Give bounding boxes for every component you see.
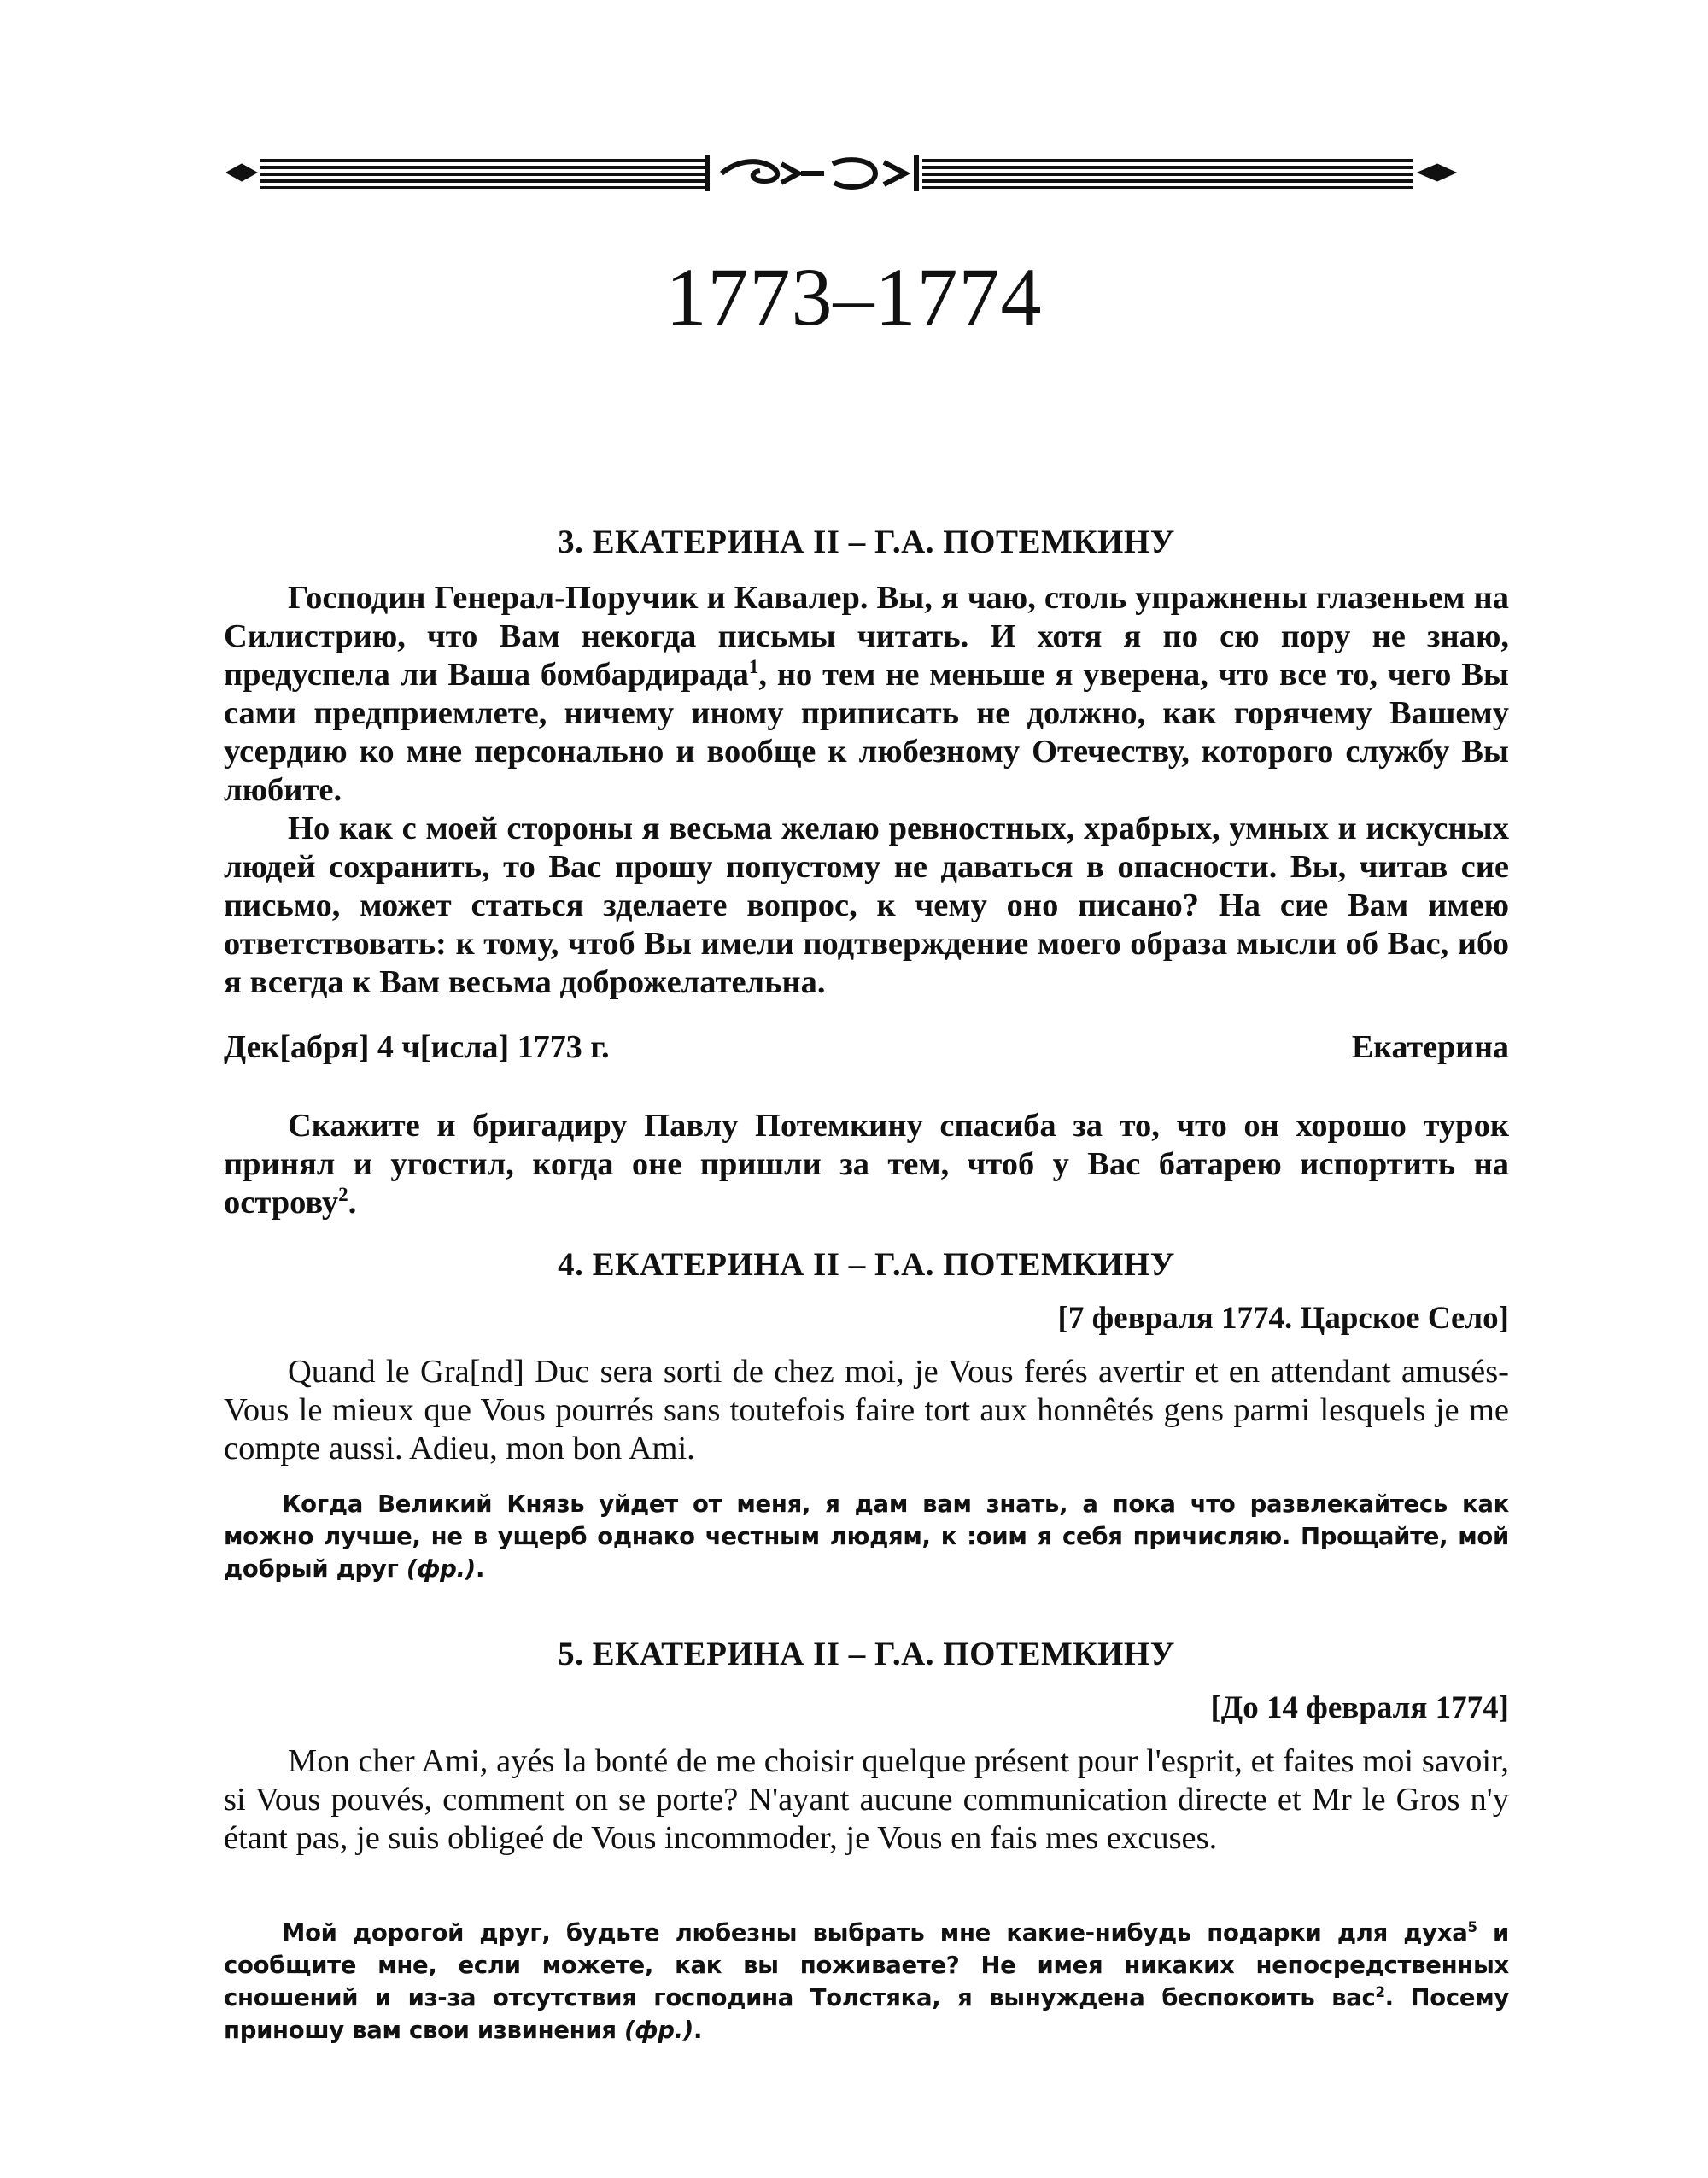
letter-3-dateline: [224, 1028, 1509, 1066]
footnote-marker: 2: [1375, 1983, 1385, 2000]
footnote-marker: 5: [1467, 1918, 1477, 1935]
letter-3-title: 3. ЕКАТЕРИНА II – Г.А. ПОТЕМКИНУ: [558, 524, 1175, 560]
footnote-marker: 1: [748, 655, 759, 678]
letter-5-date: [До 14 февраля 1774]: [1210, 1690, 1509, 1725]
footnote-marker: 2: [338, 1183, 348, 1206]
letter-4-title: 4. ЕКАТЕРИНА II – Г.А. ПОТЕМКИНУ: [558, 1246, 1175, 1283]
letter-4-date: [7 февраля 1774. Царское Село]: [1057, 1301, 1509, 1336]
letter-4-translation: Когда Великий Князь уйдет от меня, я дам вам знать, а пока что развлекайтесь как можно лучше, не в ущерб однако честным людям, к :оим я себя причисляю. Прощайте, мой добрый друг (фр.).: [224, 1490, 1509, 1583]
letter-3-signature: Екатерина: [1351, 1029, 1509, 1065]
letter-3-paragraph-2: Но как с моей стороны я весьма желаю ревностных, храбрых, умных и искусных людей сохранить, то Вас прошу попустому не даваться в опасности. Вы, читав сие письмо, может статься зделаете вопрос, к чему оно писано? На сие Вам имею ответствовать: к тому, чтоб Вы имели подтверждение моего образа мысли об Вас, ибо я всегда к Вам весьма доброжелательна.: [224, 811, 1509, 1000]
letter-3-postscript: Скажите и бригадиру Павлу Потемкину спасиба за то, что он хорошо турок принял и угостил, когда оне пришли за тем, чтоб у Вас батарею испортить на острову$^2$.: [224, 1108, 1509, 1221]
year-range-heading: 1773–1774: [665, 251, 1043, 343]
letter-5-title: 5. ЕКАТЕРИНА II – Г.А. ПОТЕМКИНУ: [558, 1636, 1175, 1672]
letter-3-date: Дек[абря] 4 ч[исла] 1773 г.: [224, 1029, 610, 1065]
ornament-divider: [226, 147, 1482, 198]
letter-3-body: [224, 579, 1509, 1002]
letter-4-body: Quand le Gra[nd] Duc sera sorti de chez moi, je Vous ferés avertir et en attendant amusés-Vous le mieux que Vous pourrés sans toutefois faire tort aux honnêtés gens parmi lesquels je me compte aussi. Adieu, mon bon Ami.: [224, 1354, 1509, 1467]
letter-3-paragraph-1: Господин Генерал-Поручик и Кавалер. Вы, я чаю, столь упражнены глазеньем на Силистрию, что Вам некогда письмы читать. И хотя я по сю пору не знаю, предуспела ли Ваша бомбардирада$^1$, но тем не меньше я уверена, что все то, чего Вы сами предприемлете, ничему иному приписать не должно, как горячему Вашему усердию ко мне персонально и вообще к любезному Отечеству, которого службу Вы любите.: [224, 580, 1509, 808]
letter-5-translation: Мой дорогой друг, будьте любезны выбрать мне какие-нибудь подарки для духа$^5$ и сообщите мне, если можете, как вы поживаете? Не имея никаких непосредственных сношений и из-за отсутствия господина Толстяка, я вынуждена беспокоить вас$^2$. Посему приношу вам свои извинения (фр.).: [224, 1918, 1509, 2044]
letter-5-body: Mon cher Ami, ayés la bonté de me choisir quelque présent pour l'esprit, et faites moi savoir, si Vous pouvés, comment on se porte? N'ayant aucune communication directe et Mr le Gros n'y étant pas, je suis obligeé de Vous incommoder, je Vous en fais mes excuses.: [224, 1743, 1509, 1856]
